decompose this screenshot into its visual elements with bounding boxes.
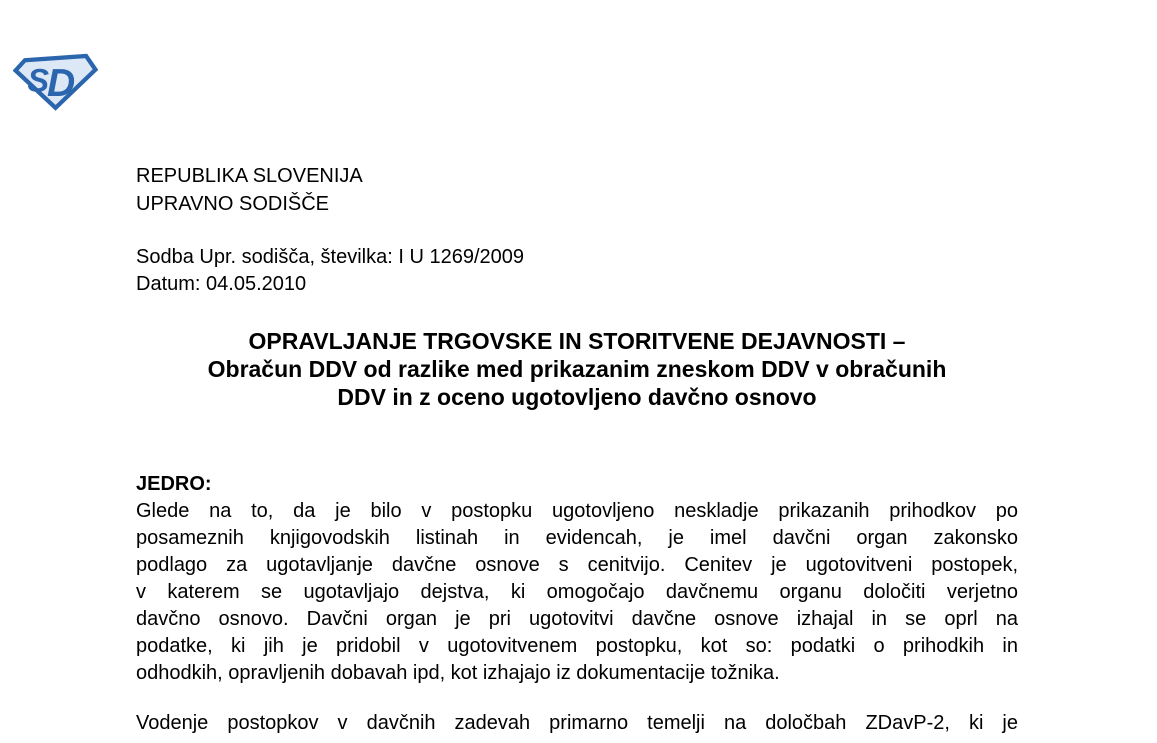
jedro-paragraph-1 [136, 498, 1018, 687]
case-reference [136, 244, 1018, 298]
logo-letter-d: D [46, 61, 76, 105]
text-line: podlago za ugotavljanje davčne osnove s cenitvijo. Cenitev je ugotovitveni postopek, [136, 554, 1018, 576]
text-line: Obračun DDV od razlike med prikazanim zneskom DDV v obračunih [207, 356, 947, 382]
institution-header [136, 162, 1018, 218]
text-line: REPUBLIKA SLOVENIJA [136, 165, 363, 187]
text-line: OPRAVLJANJE TRGOVSKE IN STORITVENE DEJAVNOSTI – [248, 328, 906, 354]
jedro-section-label: JEDRO: [136, 473, 212, 495]
decision-title [136, 327, 1018, 411]
text-line: UPRAVNO SODIŠČE [136, 193, 329, 215]
text-line: posameznih knjigovodskih listinah in evidencah, je imel davčni organ zakonsko [136, 527, 1018, 549]
jedro-paragraph-2 [136, 710, 1018, 737]
logo-letter-s: S [27, 62, 49, 99]
text-line: podatke, ki jih je pridobil v ugotovitvenem postopku, kot so: podatki o prihodkih in [136, 635, 1018, 657]
text-line: Vodenje postopkov v davčnih zadevah primarno temelji na določbah ZDavP-2, ki je [136, 712, 1018, 734]
text-line: Glede na to, da je bilo v postopku ugotovljeno neskladje prikazanih prihodkov po [136, 500, 1018, 522]
text-line: Sodba Upr. sodišča, številka: I U 1269/2009 [136, 246, 525, 268]
text-line: DDV in z oceno ugotovljeno davčno osnovo [337, 384, 817, 410]
text-line: davčno osnovo. Davčni organ je pri ugotovitvi davčne osnove izhajal in se oprl na [136, 608, 1018, 630]
text-line: odhodkih, opravljenih dobavah ipd, kot izhajajo iz dokumentacije tožnika. [136, 662, 780, 684]
court-sd-logo [13, 52, 98, 111]
text-line: v katerem se ugotavljajo dejstva, ki omogočajo davčnemu organu določiti verjetno [136, 581, 1018, 603]
text-line: Datum: 04.05.2010 [136, 273, 307, 295]
